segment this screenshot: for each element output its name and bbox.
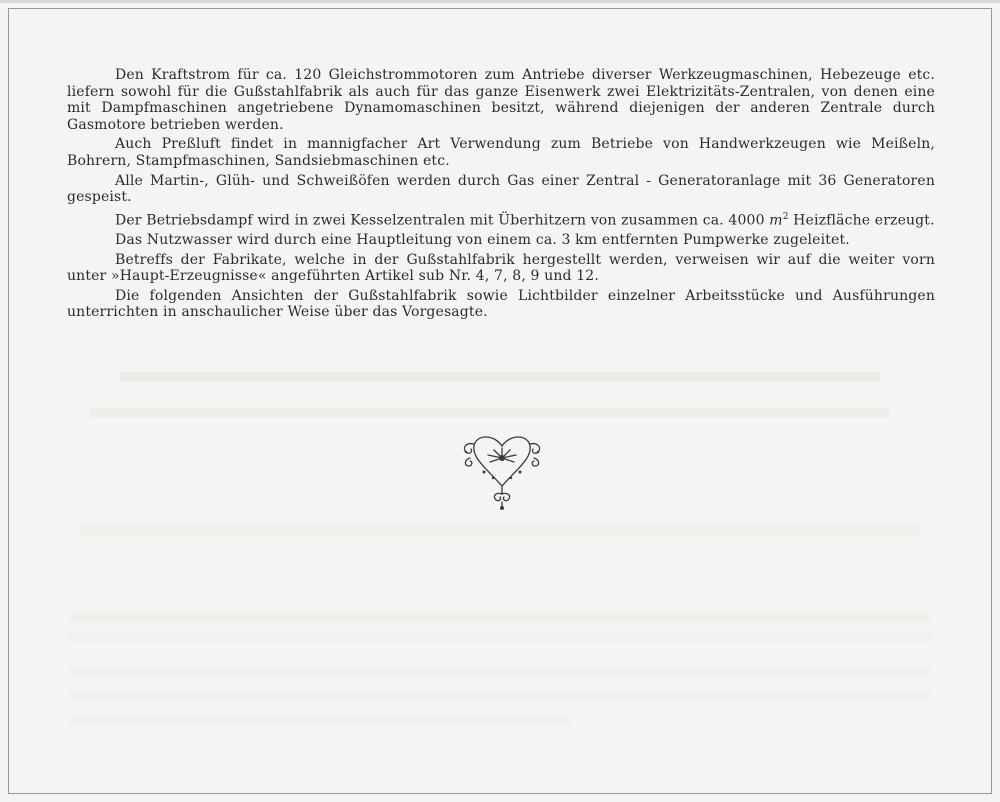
paragraph-betriebsdampf — [67, 209, 935, 229]
page-top-edge — [0, 0, 1000, 3]
paragraph-ansichten: Die folgenden Ansichten der Gußstahlfabrik sowie Lichtbilder einzelner Arbeitsstücke und Ausführungen unterrichten in anschaulicher Weise über das Vorgesagte. — [67, 287, 935, 321]
paragraph-fabrikate: Betreffs der Fabrikate, welche in der Gußstahlfabrik hergestellt werden, verweisen wir auf die weiter vorn unter »Haupt-Erzeugnisse« angeführten Artikel sub Nr. 4, 7, 8, 9 und 12. — [67, 251, 935, 285]
steam-text-before: Der Betriebsdampf wird in zwei Kesselzentralen mit Überhitzern von zusammen ca. 4000 — [115, 212, 770, 229]
paragraph-kraftstrom: Den Kraftstrom für ca. 120 Gleichstrommotoren zum Antriebe diverser Werkzeugmaschinen, Hebezeuge etc. liefern sowohl für die Gußstahlfabrik als auch für das ganze Eisenwerk zwei Elektrizitäts-Zentralen, von denen eine mit Dampfmaschinen angetriebene Dynamomaschinen besitzt, während diejenigen der anderen Zentrale durch Gasmotore betrieben werden. — [67, 67, 935, 133]
steam-text-after: Heizfläche erzeugt. — [788, 212, 935, 229]
body-text — [67, 67, 935, 324]
paragraph-pressluft: Auch Preßluft findet in mannigfacher Art Verwendung zum Betriebe von Handwerkzeugen wie Meißeln, Bohrern, Stampfmaschinen, Sandsiebmaschinen etc. — [67, 136, 935, 169]
paragraph-oefen: Alle Martin-, Glüh- und Schweißöfen werden durch Gas einer Zentral - Generatoranlage mit 36 Generatoren gespeist. — [67, 172, 935, 206]
area-unit: m — [769, 212, 783, 229]
paragraph-nutzwasser: Das Nutzwasser wird durch eine Hauptleitung von einem ca. 3 km entfernten Pumpwerke zugeleitet. — [115, 232, 850, 248]
area-unit-exponent: 2 — [782, 211, 789, 222]
ornament-vignette-icon — [460, 428, 544, 512]
